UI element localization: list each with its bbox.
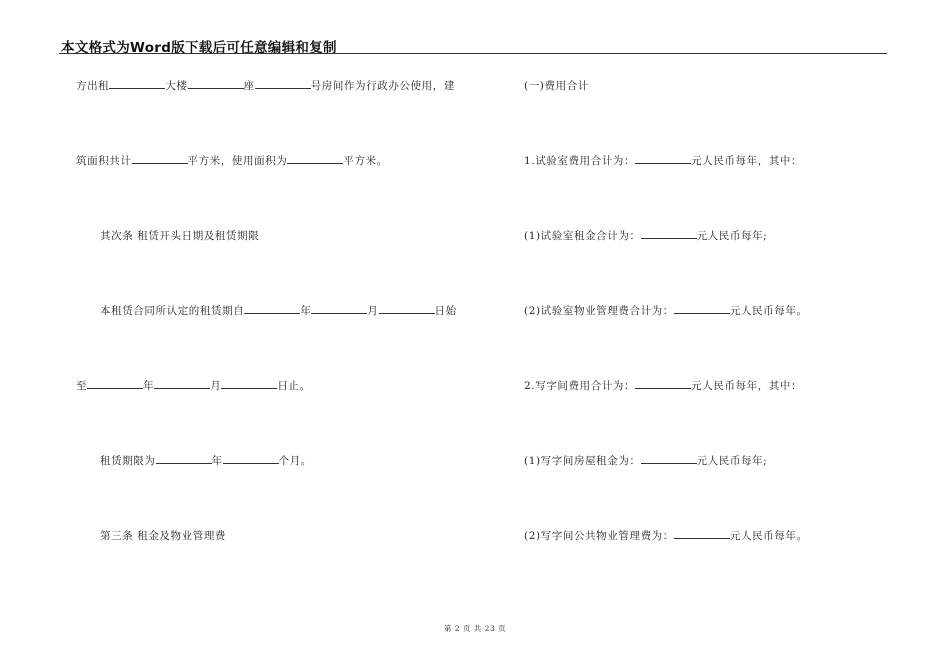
fill-blank [255, 79, 311, 89]
fill-blank [87, 379, 143, 389]
text: 本租赁合同所认定的租赁期自 [100, 305, 245, 317]
text: 年 [300, 305, 312, 317]
text: 号房间作为行政办公使用，建 [310, 80, 455, 92]
fill-blank [379, 304, 435, 314]
fill-blank [188, 79, 244, 89]
fill-blank [287, 154, 343, 164]
text: 其次条 租赁开头日期及租赁期限 [100, 230, 260, 242]
fill-blank [311, 304, 367, 314]
text: 日止。 [277, 380, 311, 392]
text: 平方米。 [343, 155, 388, 167]
fill-blank [156, 454, 212, 464]
page-number-footer: 第 2 页 共 23 页 [443, 624, 507, 633]
fill-blank [674, 304, 730, 314]
fill-blank [154, 379, 210, 389]
fill-blank [132, 154, 188, 164]
text: 租赁期限为 [100, 455, 156, 467]
text: 至 [76, 380, 88, 392]
fill-blank [674, 529, 730, 539]
text: 元人民币每年; [696, 230, 768, 242]
text: 年 [211, 455, 223, 467]
text-line-r2 [524, 154, 802, 168]
text: 筑面积共计 [76, 155, 132, 167]
text-line-6 [76, 454, 312, 468]
text-line-4 [76, 304, 457, 318]
text-line-r6 [524, 454, 767, 468]
section-heading-3 [76, 529, 226, 543]
text: 月 [210, 380, 222, 392]
text: 座 [243, 80, 255, 92]
text-line-r1 [524, 79, 589, 93]
text: 平方米，使用面积为 [187, 155, 288, 167]
text: 大楼 [165, 80, 188, 92]
text: 个月。 [278, 455, 312, 467]
text: 元人民币每年，其中： [691, 380, 803, 392]
fill-blank [244, 304, 300, 314]
text: (1)试验室租金合计为： [524, 230, 641, 242]
header-rule [59, 53, 887, 54]
text: 元人民币每年; [696, 455, 768, 467]
text-line-2 [76, 154, 388, 168]
text-line-5 [76, 379, 311, 393]
text-line-r3 [524, 229, 767, 243]
text-line-r5 [524, 379, 802, 393]
text: (2)写字间公共物业管理费为： [524, 530, 674, 542]
text-line-r4 [524, 304, 808, 318]
text: 元人民币每年。 [729, 530, 808, 542]
text: 元人民币每年，其中： [691, 155, 803, 167]
fill-blank [221, 379, 277, 389]
text-line-1 [76, 79, 455, 93]
fill-blank [109, 79, 165, 89]
fill-blank [223, 454, 279, 464]
text: 第三条 租金及物业管理费 [100, 530, 227, 542]
section-heading-2 [76, 229, 259, 243]
fill-blank [641, 454, 697, 464]
text: 日始 [434, 305, 457, 317]
text: (1)写字间房屋租金为： [524, 455, 641, 467]
fill-blank [635, 154, 691, 164]
text: (2)试验室物业管理费合计为： [524, 305, 674, 317]
text: 2.写字间费用合计为： [524, 380, 636, 392]
text: (一)费用合计 [524, 80, 589, 92]
text: 月 [367, 305, 379, 317]
text: 年 [143, 380, 155, 392]
text-line-r7 [524, 529, 808, 543]
text: 1.试验室费用合计为： [524, 155, 636, 167]
text: 元人民币每年。 [729, 305, 808, 317]
fill-blank [635, 379, 691, 389]
document-header-title: 本文格式为Word版下载后可任意编辑和复制 [61, 40, 337, 56]
fill-blank [641, 229, 697, 239]
text: 方出租 [76, 80, 110, 92]
